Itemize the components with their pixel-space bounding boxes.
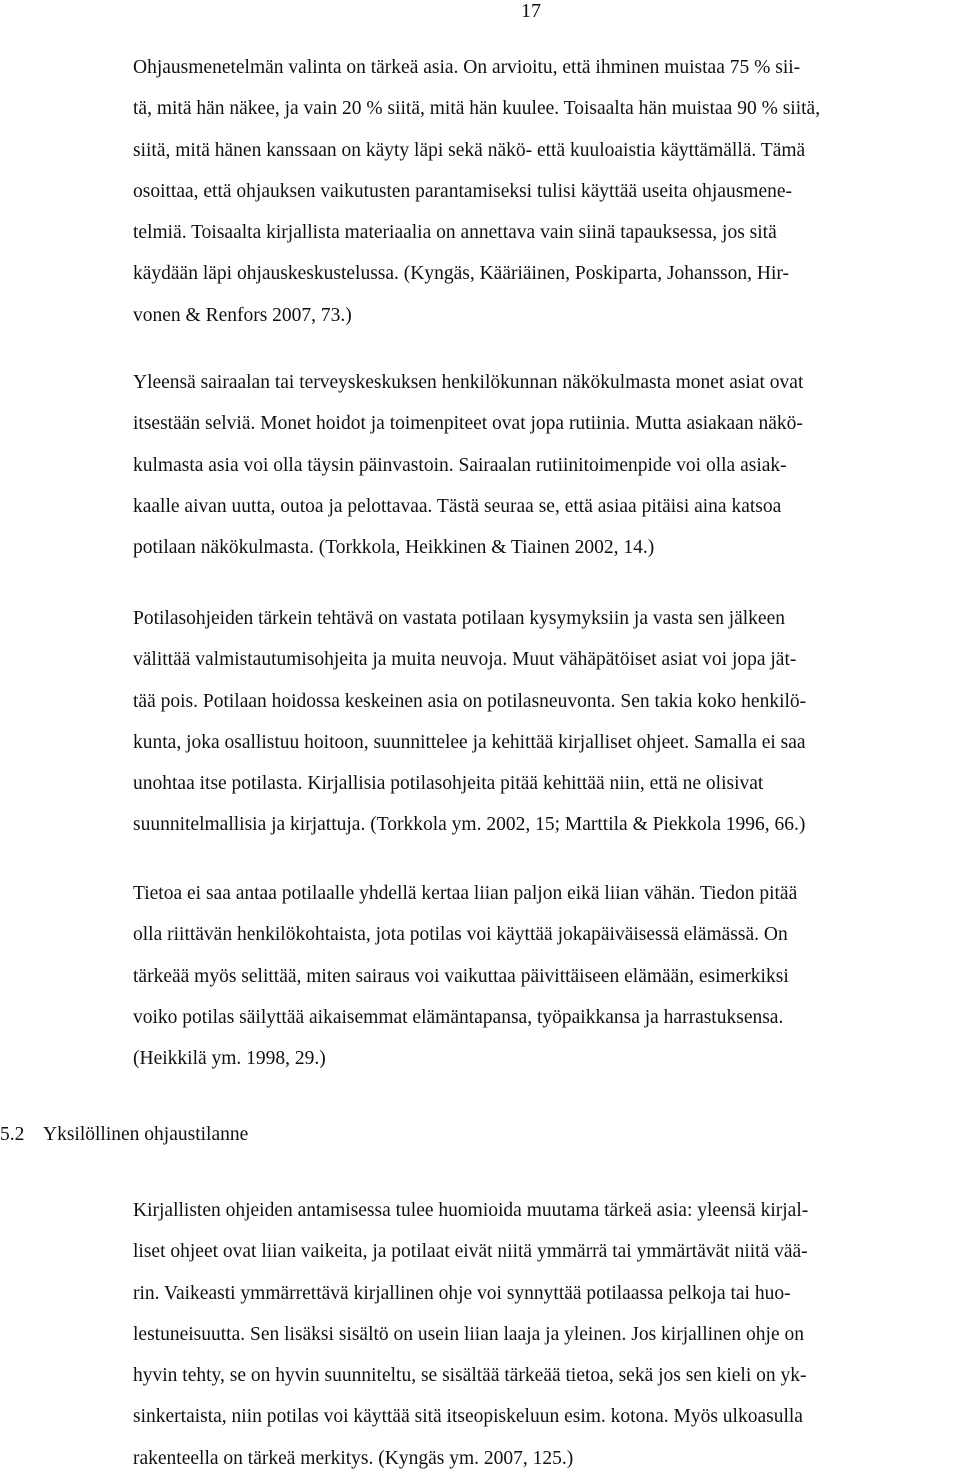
paragraph-teaching-methods — [133, 47, 960, 336]
text-line: osoittaa, että ohjauksen vaikutusten parantamiseksi tulisi käyttää useita ohjausmene- — [133, 180, 793, 202]
text-line: potilaan näkökulmasta. (Torkkola, Heikkinen & Tiainen 2002, 14.) — [133, 537, 655, 559]
page-number: 17 — [521, 0, 541, 22]
text-line: rakenteella on tärkeä merkitys. (Kyngäs ym. 2007, 125.) — [133, 1447, 574, 1469]
paragraph-written-instructions — [133, 1190, 960, 1479]
text-line: Potilasohjeiden tärkein tehtävä on vastata potilaan kysymyksiin ja vasta sen jälkeen — [133, 608, 785, 629]
text-line: kulmasta asia voi olla täysin päinvastoin. Sairaalan rutiinitoimenpide voi olla asiak- — [133, 454, 787, 476]
text-line: hyvin tehty, se on hyvin suunniteltu, se sisältää tärkeää tietoa, sekä jos sen kieli on yk- — [133, 1365, 807, 1387]
text-line: liset ohjeet ovat liian vaikeita, ja potilaat eivät niitä ymmärrä tai ymmärtävät niitä vää- — [133, 1241, 808, 1263]
text-line: käydään läpi ohjauskeskustelussa. (Kyngäs, Kääriäinen, Poskiparta, Johansson, Hir- — [133, 263, 789, 285]
text-line: Yleensä sairaalan tai terveyskeskuksen henkilökunnan näkökulmasta monet asiat ovat — [133, 372, 804, 393]
text-line: itsestään selviä. Monet hoidot ja toimenpiteet ovat jopa rutiinia. Mutta asiakaan näkö- — [133, 413, 803, 435]
text-line: kunta, joka osallistuu hoitoon, suunnittelee ja kehittää kirjalliset ohjeet. Samalla ei saa — [133, 731, 806, 753]
text-line: siitä, mitä hänen kanssaan on käyty läpi sekä näkö- että kuuloaistia käyttämällä. Tämä — [133, 139, 806, 161]
text-line: välittää valmistautumisohjeita ja muita neuvoja. Muut vähäpätöiset asiat voi jopa jät- — [133, 649, 797, 671]
text-line: voiko potilas säilyttää aikaisemmat elämäntapansa, työpaikkansa ja harrastuksensa. — [133, 1006, 784, 1028]
text-line: unohtaa itse potilasta. Kirjallisia potilasohjeita pitää kehittää niin, että ne olisivat — [133, 773, 764, 795]
text-line: lestuneisuutta. Sen lisäksi sisältö on usein liian laaja ja yleinen. Jos kirjallinen ohje on — [133, 1323, 805, 1345]
text-line: Ohjausmenetelmän valinta on tärkeä asia. On arvioitu, että ihminen muistaa 75 % sii- — [133, 57, 801, 78]
text-line: tää pois. Potilaan hoidossa keskeinen asia on potilasneuvonta. Sen takia koko henkilö- — [133, 690, 807, 712]
paragraph-staff-perspective — [133, 362, 960, 568]
text-line: tä, mitä hän näkee, ja vain 20 % siitä, mitä hän kuulee. Toisaalta hän muistaa 90 % siitä, — [133, 98, 821, 120]
text-line: sinkertaista, niin potilas voi käyttää sitä itseopiskeluun esim. kotona. Myös ulkoasulla — [133, 1406, 803, 1428]
text-line: suunnitelmallisia ja kirjattuja. (Torkkola ym. 2002, 15; Marttila & Piekkola 1996, 66.) — [133, 814, 806, 836]
section-title: Yksilöllinen ohjaustilanne — [43, 1124, 249, 1145]
text-line: Tietoa ei saa antaa potilaalle yhdellä kertaa liian paljon eikä liian vähän. Tiedon pitää — [133, 883, 798, 904]
text-line: (Heikkilä ym. 1998, 29.) — [133, 1048, 326, 1070]
section-heading — [0, 1121, 248, 1149]
section-number: 5.2 — [0, 1124, 25, 1145]
text-line: kaalle aivan uutta, outoa ja pelottavaa. Tästä seuraa se, että asiaa pitäisi aina katsoa — [133, 495, 782, 517]
text-line: Kirjallisten ohjeiden antamisessa tulee huomioida muutama tärkeä asia: yleensä kirjal- — [133, 1200, 809, 1221]
text-line: vonen & Renfors 2007, 73.) — [133, 304, 352, 326]
paragraph-patient-instructions — [133, 598, 960, 846]
text-line: telmiä. Toisaalta kirjallista materiaalia on annettava vain siinä tapauksessa, jos sitä — [133, 222, 777, 244]
paragraph-information-amount — [133, 873, 960, 1079]
text-line: rin. Vaikeasti ymmärrettävä kirjallinen ohje voi synnyttää potilaassa pelkoja tai huo- — [133, 1282, 791, 1304]
text-line: olla riittävän henkilökohtaista, jota potilas voi käyttää jokapäiväisessä elämässä. On — [133, 924, 788, 946]
text-line: tärkeää myös selittää, miten sairaus voi vaikuttaa päivittäiseen elämään, esimerkiksi — [133, 965, 789, 987]
